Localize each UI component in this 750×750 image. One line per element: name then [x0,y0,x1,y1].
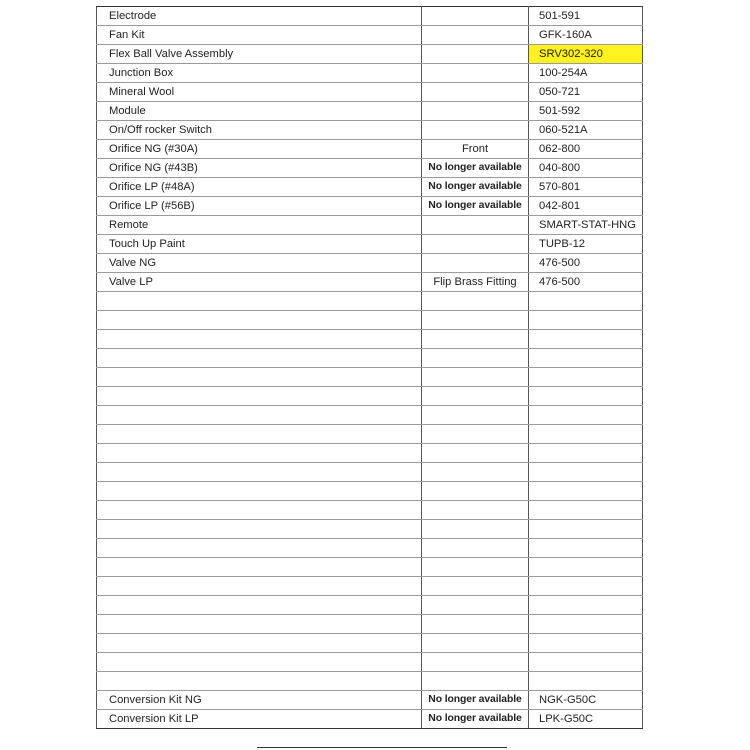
part-name-cell [97,330,422,349]
part-note-cell [422,102,529,121]
parts-list-sheet [96,6,642,729]
part-number-cell [529,596,643,615]
part-number-cell [529,577,643,596]
part-number-cell [529,368,643,387]
table-row [97,596,643,615]
part-name-cell [97,634,422,653]
table-row [97,140,643,159]
part-number-cell [529,330,643,349]
part-name-cell: Electrode [97,7,422,26]
part-number-cell [529,463,643,482]
part-number-cell [529,672,643,691]
part-name-cell [97,444,422,463]
part-note-cell: Flip Brass Fitting [422,273,529,292]
part-number-cell: LPK-G50C [529,710,643,729]
part-name-cell: Orifice NG (#30A) [97,140,422,159]
part-name-cell [97,539,422,558]
parts-table-body [97,7,643,729]
part-note-cell [422,406,529,425]
part-name-cell [97,482,422,501]
part-name-cell: Valve LP [97,273,422,292]
part-note-cell [422,558,529,577]
part-note-cell [422,520,529,539]
part-number-cell: GFK-160A [529,26,643,45]
part-name-cell [97,349,422,368]
part-number-cell [529,634,643,653]
table-row [97,558,643,577]
page-bottom-rule [257,747,507,748]
part-number-cell [529,539,643,558]
table-row [97,482,643,501]
table-row [97,406,643,425]
part-name-cell [97,501,422,520]
table-row [97,83,643,102]
part-number-cell: 062-800 [529,140,643,159]
part-note-cell [422,7,529,26]
part-note-cell [422,235,529,254]
table-row [97,425,643,444]
part-number-cell [529,653,643,672]
table-row [97,463,643,482]
part-name-cell [97,558,422,577]
table-row [97,254,643,273]
part-note-cell [422,368,529,387]
part-name-cell [97,368,422,387]
part-note-cell [422,387,529,406]
table-row [97,273,643,292]
table-row [97,330,643,349]
part-note-cell [422,425,529,444]
part-note-cell [422,45,529,64]
part-number-cell: 050-721 [529,83,643,102]
part-name-cell: Valve NG [97,254,422,273]
part-name-cell [97,672,422,691]
part-note-cell [422,577,529,596]
part-note-cell [422,539,529,558]
part-note-cell [422,64,529,83]
part-note-cell: No longer available [422,178,529,197]
part-number-cell [529,292,643,311]
table-row [97,672,643,691]
part-note-cell [422,653,529,672]
part-name-cell: Remote [97,216,422,235]
table-row [97,691,643,710]
part-note-cell [422,463,529,482]
table-row [97,102,643,121]
part-name-cell: Orifice LP (#48A) [97,178,422,197]
part-name-cell [97,653,422,672]
table-row [97,615,643,634]
table-row [97,501,643,520]
part-note-cell [422,292,529,311]
part-note-cell [422,311,529,330]
part-note-cell [422,482,529,501]
part-number-cell [529,482,643,501]
table-row [97,121,643,140]
part-name-cell [97,311,422,330]
part-note-cell: No longer available [422,710,529,729]
part-name-cell: Mineral Wool [97,83,422,102]
part-name-cell: Conversion Kit NG [97,691,422,710]
part-number-cell: 570-801 [529,178,643,197]
table-row [97,178,643,197]
part-name-cell: Orifice LP (#56B) [97,197,422,216]
part-name-cell: Flex Ball Valve Assembly [97,45,422,64]
part-name-cell [97,577,422,596]
part-name-cell [97,615,422,634]
part-number-cell [529,311,643,330]
table-row [97,710,643,729]
part-number-cell: 501-592 [529,102,643,121]
part-note-cell: No longer available [422,691,529,710]
table-row [97,159,643,178]
part-note-cell [422,216,529,235]
part-name-cell [97,520,422,539]
part-name-cell [97,425,422,444]
part-name-cell: Module [97,102,422,121]
part-name-cell: Fan Kit [97,26,422,45]
part-number-cell: 042-801 [529,197,643,216]
part-note-cell [422,349,529,368]
part-note-cell [422,330,529,349]
part-note-cell [422,26,529,45]
part-number-cell: SMART-STAT-HNG [529,216,643,235]
table-row [97,539,643,558]
table-row [97,7,643,26]
part-note-cell [422,83,529,102]
part-name-cell [97,292,422,311]
table-row [97,45,643,64]
part-note-cell [422,596,529,615]
part-number-cell: 476-500 [529,273,643,292]
parts-table [96,6,643,729]
part-note-cell [422,672,529,691]
part-number-cell: 100-254A [529,64,643,83]
part-note-cell: Front [422,140,529,159]
part-name-cell [97,406,422,425]
part-note-cell [422,444,529,463]
table-row [97,64,643,83]
part-name-cell [97,596,422,615]
part-name-cell [97,387,422,406]
table-row [97,26,643,45]
part-name-cell: On/Off rocker Switch [97,121,422,140]
part-note-cell: No longer available [422,197,529,216]
part-number-cell [529,558,643,577]
part-note-cell [422,121,529,140]
table-row [97,368,643,387]
table-row [97,216,643,235]
part-number-cell [529,349,643,368]
table-row [97,634,643,653]
table-row [97,292,643,311]
part-number-cell [529,387,643,406]
part-number-cell: TUPB-12 [529,235,643,254]
part-number-cell: 040-800 [529,159,643,178]
table-row [97,520,643,539]
table-row [97,235,643,254]
table-row [97,387,643,406]
part-name-cell: Touch Up Paint [97,235,422,254]
part-number-cell: SRV302-320 [529,45,643,64]
part-number-cell: 501-591 [529,7,643,26]
table-row [97,197,643,216]
part-note-cell: No longer available [422,159,529,178]
part-number-cell [529,406,643,425]
part-number-cell [529,520,643,539]
part-name-cell: Junction Box [97,64,422,83]
part-note-cell [422,254,529,273]
part-note-cell [422,634,529,653]
part-number-cell: NGK-G50C [529,691,643,710]
table-row [97,653,643,672]
part-number-cell [529,444,643,463]
part-name-cell: Conversion Kit LP [97,710,422,729]
part-note-cell [422,501,529,520]
table-row [97,311,643,330]
table-row [97,349,643,368]
part-number-cell [529,501,643,520]
part-note-cell [422,615,529,634]
part-name-cell: Orifice NG (#43B) [97,159,422,178]
part-number-cell: 060-521A [529,121,643,140]
part-number-cell: 476-500 [529,254,643,273]
table-row [97,444,643,463]
part-name-cell [97,463,422,482]
table-row [97,577,643,596]
part-number-cell [529,615,643,634]
part-number-cell [529,425,643,444]
